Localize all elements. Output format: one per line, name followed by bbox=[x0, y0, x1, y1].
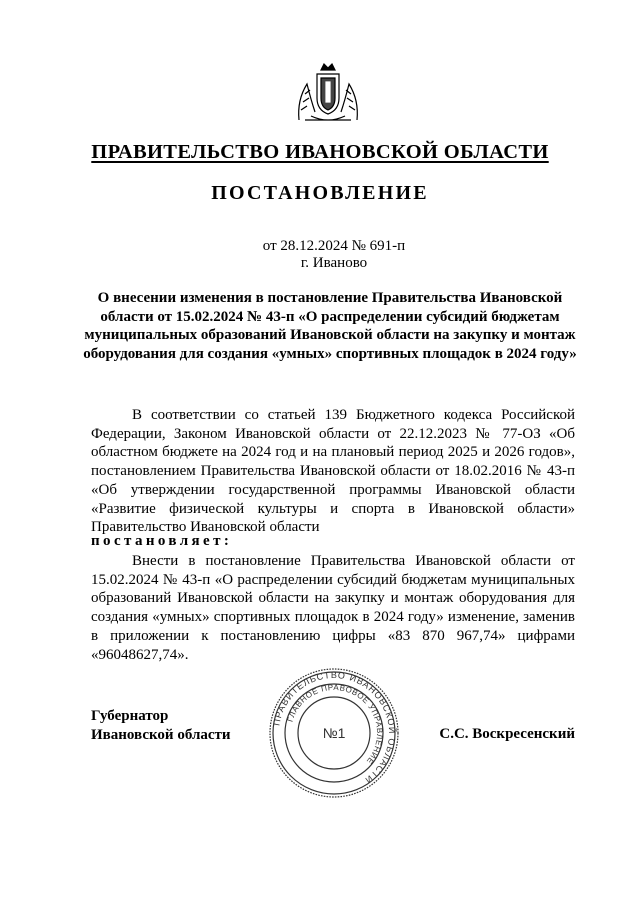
stamp-inner-text: ГЛАВНОЕ ПРАВОВОЕ УПРАВЛЕНИЕ bbox=[285, 682, 385, 767]
government-title: ПРАВИТЕЛЬСТВО ИВАНОВСКОЙ ОБЛАСТИ bbox=[91, 141, 549, 163]
resolution-text: Внести в постановление Правительства Ивановской области от 15.02.2024 № 43-п «О распределении субсидий бюджетам муниципальных образований Ивановской области на закупку и монтаж оборудования для создания «умных» спортивных площадок в 2024 году» изменение, заменив в приложении к постановлению цифры «83 870 967,74» цифрами «96048627,74». bbox=[91, 553, 575, 663]
document-city: г. Иваново bbox=[300, 255, 368, 271]
document-type: ПОСТАНОВЛЕНИЕ bbox=[211, 182, 429, 204]
stamp-outer-text: ПРАВИТЕЛЬСТВО ИВАНОВСКОЙ ОБЛАСТИ bbox=[271, 669, 398, 786]
signatory-name: С.С. Воскресенский bbox=[439, 726, 575, 742]
document-date-number: от 28.12.2024 № 691-п bbox=[262, 238, 406, 254]
document-subject: О внесении изменения в постановление Правительства Ивановской области от 15.02.2024 № 43-п «О распределении субсидий бюджетам муниципальных образований Ивановской области на закупку и монтаж оборудования для создания «умных» спортивных площадок в 2024 году» bbox=[83, 290, 577, 362]
official-stamp bbox=[268, 667, 400, 799]
decree-word: постановляет: bbox=[91, 533, 233, 549]
position-line-1: Губернатор bbox=[91, 708, 169, 724]
signatory-position bbox=[91, 707, 231, 744]
preamble-text: В соответствии со статьей 139 Бюджетного кодекса Российской Федерации, Законом Ивановской области от 22.12.2023 № 77-ОЗ «Об областном бюджете на 2024 год и на плановый период 2025 и 2026 годов», постановлением Правительства Ивановской области от 18.02.2016 № 43-п «Об утверждении государственной программы Ивановской области «Развитие физической культуры и спорта в Ивановской области» Правительство Ивановской области bbox=[91, 407, 575, 536]
stamp-number: №1 bbox=[322, 725, 346, 741]
preamble-paragraph bbox=[91, 406, 575, 537]
coat-of-arms-icon bbox=[291, 60, 365, 126]
resolution-paragraph bbox=[91, 552, 575, 664]
position-line-2: Ивановской области bbox=[91, 726, 231, 743]
